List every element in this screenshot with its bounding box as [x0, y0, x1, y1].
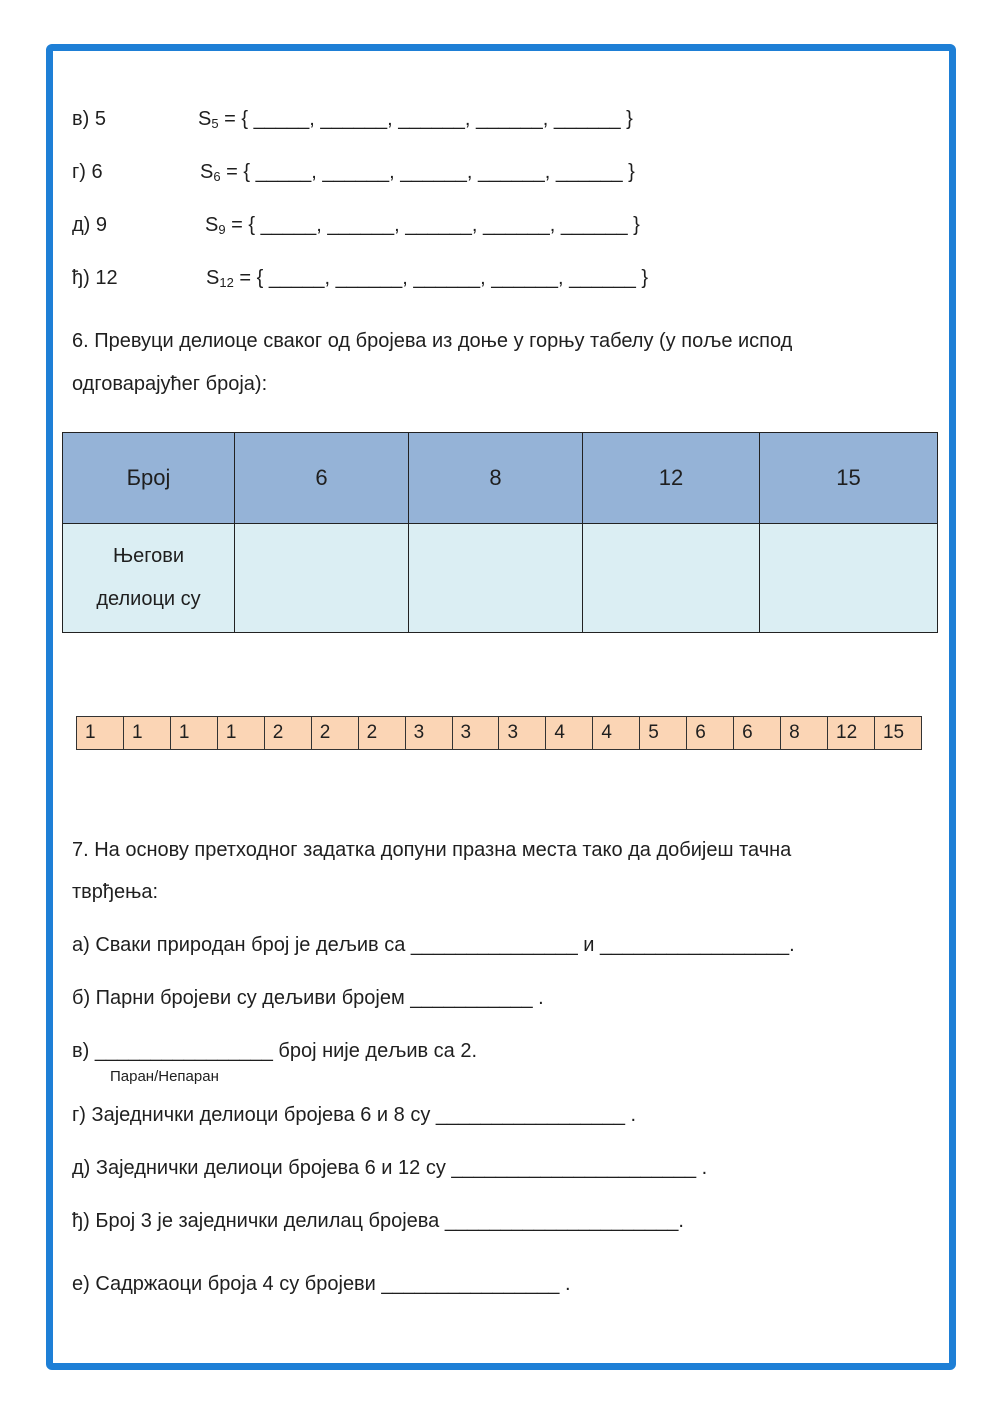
task7-text-line2: тврђења: [72, 881, 159, 903]
task6-text-line1: 6. Превуци делиоце сваког од бројева из доње у горњу табелу (у поље испод [72, 330, 793, 352]
header-12: 12 [583, 433, 760, 524]
drag-tile[interactable]: 15 [875, 717, 921, 749]
table-header-row [63, 433, 938, 524]
drag-tile[interactable]: 2 [359, 717, 406, 749]
set-row-9 [72, 213, 107, 237]
drag-tile[interactable]: 2 [265, 717, 312, 749]
drag-tile[interactable]: 3 [406, 717, 453, 749]
task7-a[interactable]: а) Сваки природан број је дељив са _______________ и _________________. [72, 934, 795, 956]
drop-zone-8[interactable] [409, 524, 583, 633]
set-label: ђ) 12 [72, 267, 118, 289]
set-label: д) 9 [72, 214, 108, 236]
drag-tile[interactable]: 12 [828, 717, 875, 749]
set-expr-9[interactable]: $S_9$ = { _____, ______, ______, ______, ______ } [205, 214, 640, 237]
drag-tile[interactable]: 1 [77, 717, 124, 749]
drag-tile[interactable]: 6 [734, 717, 781, 749]
drag-tile[interactable]: 1 [124, 717, 171, 749]
header-broj: Број [63, 433, 235, 524]
drag-tile[interactable]: 1 [218, 717, 265, 749]
task7-dj[interactable]: ђ) Број 3 је заједнички делилац бројева _____________________. [72, 1210, 684, 1232]
task6-text-line2: одговарајућег броја): [72, 373, 268, 395]
set-label: г) 6 [72, 161, 103, 183]
drag-tile[interactable]: 5 [640, 717, 687, 749]
drag-tile[interactable]: 2 [312, 717, 359, 749]
header-15: 15 [760, 433, 938, 524]
table-drop-row [63, 524, 938, 633]
set-expr-6[interactable]: $S_6$ = { _____, ______, ______, ______, ______ } [200, 161, 635, 184]
task7-d[interactable]: д) Заједнички делиоци бројева 6 и 12 су ______________________ . [72, 1157, 708, 1179]
drag-tile[interactable]: 4 [593, 717, 640, 749]
drop-zone-15[interactable] [760, 524, 938, 633]
task7-b[interactable]: б) Парни бројеви су дељиви бројем ___________ . [72, 987, 544, 1009]
set-row-12 [72, 266, 118, 290]
drag-tile[interactable]: 1 [171, 717, 218, 749]
drag-tile[interactable]: 8 [781, 717, 828, 749]
drop-zone-12[interactable] [583, 524, 760, 633]
drag-tile[interactable]: 4 [546, 717, 593, 749]
task7-text-line1: 7. На основу претходног задатка допуни празна места тако да добијеш тачна [72, 839, 792, 861]
divisors-table [62, 432, 938, 633]
set-row-6 [72, 160, 103, 184]
set-expr-12[interactable]: $S_{12}$ = { _____, ______, ______, ______, ______ } [206, 267, 649, 290]
drop-zone-6[interactable] [235, 524, 409, 633]
set-label: в) 5 [72, 108, 106, 130]
set-row-5 [72, 107, 106, 131]
task7-v[interactable]: в) ________________ број није дељив са 2. [72, 1040, 478, 1062]
draggable-tiles-strip [76, 716, 922, 750]
task7-v-hint: Паран/Непаран [110, 1068, 219, 1085]
header-8: 8 [409, 433, 583, 524]
header-6: 6 [235, 433, 409, 524]
task7-e[interactable]: е) Садржаоци броја 4 су бројеви ________________ . [72, 1273, 571, 1295]
task7-g[interactable]: г) Заједнички делиоци бројева 6 и 8 су _________________ . [72, 1104, 637, 1126]
set-expr-5[interactable]: $S_5$ = { _____, ______, ______, ______, ______ } [198, 108, 633, 131]
drag-tile[interactable]: 6 [687, 717, 734, 749]
drag-tile[interactable]: 3 [499, 717, 546, 749]
row-label: Његови делиоци су [63, 524, 235, 633]
drag-tile[interactable]: 3 [453, 717, 500, 749]
